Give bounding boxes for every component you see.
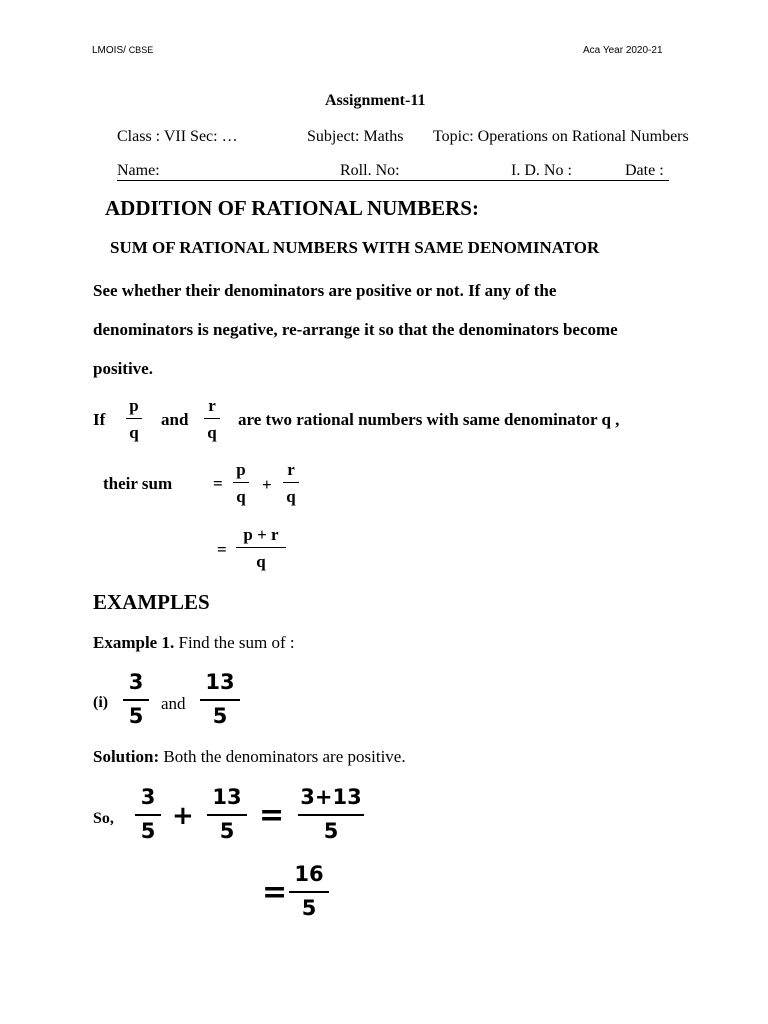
denominator: q bbox=[256, 552, 266, 571]
numerator: p bbox=[236, 460, 246, 479]
their-sum-label: their sum bbox=[103, 474, 173, 493]
paragraph-line-1: See whether their denominators are positive or not. If any of the bbox=[93, 281, 557, 300]
solution-line bbox=[93, 747, 406, 767]
subject: Subject: Maths bbox=[307, 128, 404, 145]
numerator: 13 bbox=[205, 670, 235, 694]
numerator: 13 bbox=[212, 785, 242, 809]
fraction-bar bbox=[135, 814, 161, 816]
plus-sign: + bbox=[172, 801, 194, 831]
fraction-3-over-5 bbox=[123, 672, 149, 727]
denominator: 5 bbox=[219, 819, 235, 843]
denominator: q bbox=[207, 423, 217, 442]
fraction-bar bbox=[207, 814, 247, 816]
paragraph-line-2: denominators is negative, re-arrange it so that the denominators become bbox=[93, 320, 618, 339]
school-name: LMOIS/ bbox=[92, 45, 126, 56]
and-label: and bbox=[161, 410, 189, 429]
fraction-r-over-q bbox=[204, 397, 220, 441]
fraction-p-over-q bbox=[233, 461, 249, 505]
fraction-bar bbox=[204, 418, 220, 419]
example-1-line bbox=[93, 633, 295, 653]
fraction-bar bbox=[126, 418, 142, 419]
numerator: r bbox=[208, 396, 216, 415]
class-section: Class : VII Sec: … bbox=[117, 128, 238, 145]
plus-sign: + bbox=[262, 475, 272, 494]
id-label: I. D. No : bbox=[511, 162, 572, 179]
equals-sign: = bbox=[213, 474, 223, 493]
roll-label: Roll. No: bbox=[340, 162, 400, 179]
denominator: q bbox=[129, 423, 139, 442]
numerator: p bbox=[129, 396, 139, 415]
if-label: If bbox=[93, 410, 106, 429]
denominator: 5 bbox=[301, 896, 317, 920]
two-rational-text: are two rational numbers with same denominator q , bbox=[238, 410, 620, 429]
fraction-bar bbox=[123, 699, 149, 701]
numerator: 3+13 bbox=[300, 785, 362, 809]
fraction-bar bbox=[298, 814, 364, 816]
fraction-13-over-5 bbox=[207, 787, 247, 842]
section-subheading: SUM OF RATIONAL NUMBERS WITH SAME DENOMINATOR bbox=[110, 238, 600, 257]
denominator: q bbox=[236, 487, 246, 506]
equals-sign: = bbox=[259, 798, 285, 833]
fraction-bar bbox=[236, 547, 286, 548]
academic-year: Aca Year 2020-21 bbox=[583, 45, 663, 56]
fraction-3-over-5 bbox=[135, 787, 161, 842]
fraction-bar bbox=[233, 482, 249, 483]
fraction-16-over-5 bbox=[289, 864, 329, 919]
board-name: CBSE bbox=[128, 45, 154, 55]
fraction-p-over-q bbox=[126, 397, 142, 441]
paragraph-line-3: positive. bbox=[93, 359, 153, 378]
equals-sign: = bbox=[217, 540, 227, 559]
fraction-bar bbox=[289, 891, 329, 893]
denominator: 5 bbox=[128, 704, 144, 728]
header-school bbox=[92, 45, 153, 56]
denominator: 5 bbox=[212, 704, 228, 728]
examples-heading: EXAMPLES bbox=[93, 590, 210, 614]
numerator: r bbox=[287, 460, 295, 479]
example-1-label: Example 1. bbox=[93, 633, 175, 652]
equals-sign: = bbox=[262, 875, 288, 910]
denominator: q bbox=[286, 487, 296, 506]
date-label: Date : bbox=[625, 162, 664, 179]
numerator: 3 bbox=[128, 670, 144, 694]
fraction-r-over-q bbox=[283, 461, 299, 505]
so-label: So, bbox=[93, 810, 114, 827]
part-i-label: (i) bbox=[93, 694, 109, 711]
fraction-3-plus-13-over-5 bbox=[298, 787, 364, 842]
name-label: Name: bbox=[117, 162, 160, 179]
fraction-p-plus-r-over-q bbox=[236, 526, 286, 570]
numerator: 3 bbox=[140, 785, 156, 809]
topic: Topic: Operations on Rational Numbers bbox=[433, 128, 689, 145]
numerator: 16 bbox=[294, 862, 324, 886]
fraction-13-over-5 bbox=[200, 672, 240, 727]
assignment-title: Assignment-11 bbox=[325, 92, 426, 109]
fraction-bar bbox=[200, 699, 240, 701]
example-1-text: Find the sum of : bbox=[174, 633, 295, 652]
denominator: 5 bbox=[323, 819, 339, 843]
denominator: 5 bbox=[140, 819, 156, 843]
solution-text: Both the denominators are positive. bbox=[159, 747, 406, 766]
section-heading: ADDITION OF RATIONAL NUMBERS: bbox=[105, 196, 479, 220]
and-label: and bbox=[161, 694, 186, 713]
solution-label: Solution: bbox=[93, 747, 160, 766]
fraction-bar bbox=[283, 482, 299, 483]
numerator: p + r bbox=[243, 525, 279, 544]
